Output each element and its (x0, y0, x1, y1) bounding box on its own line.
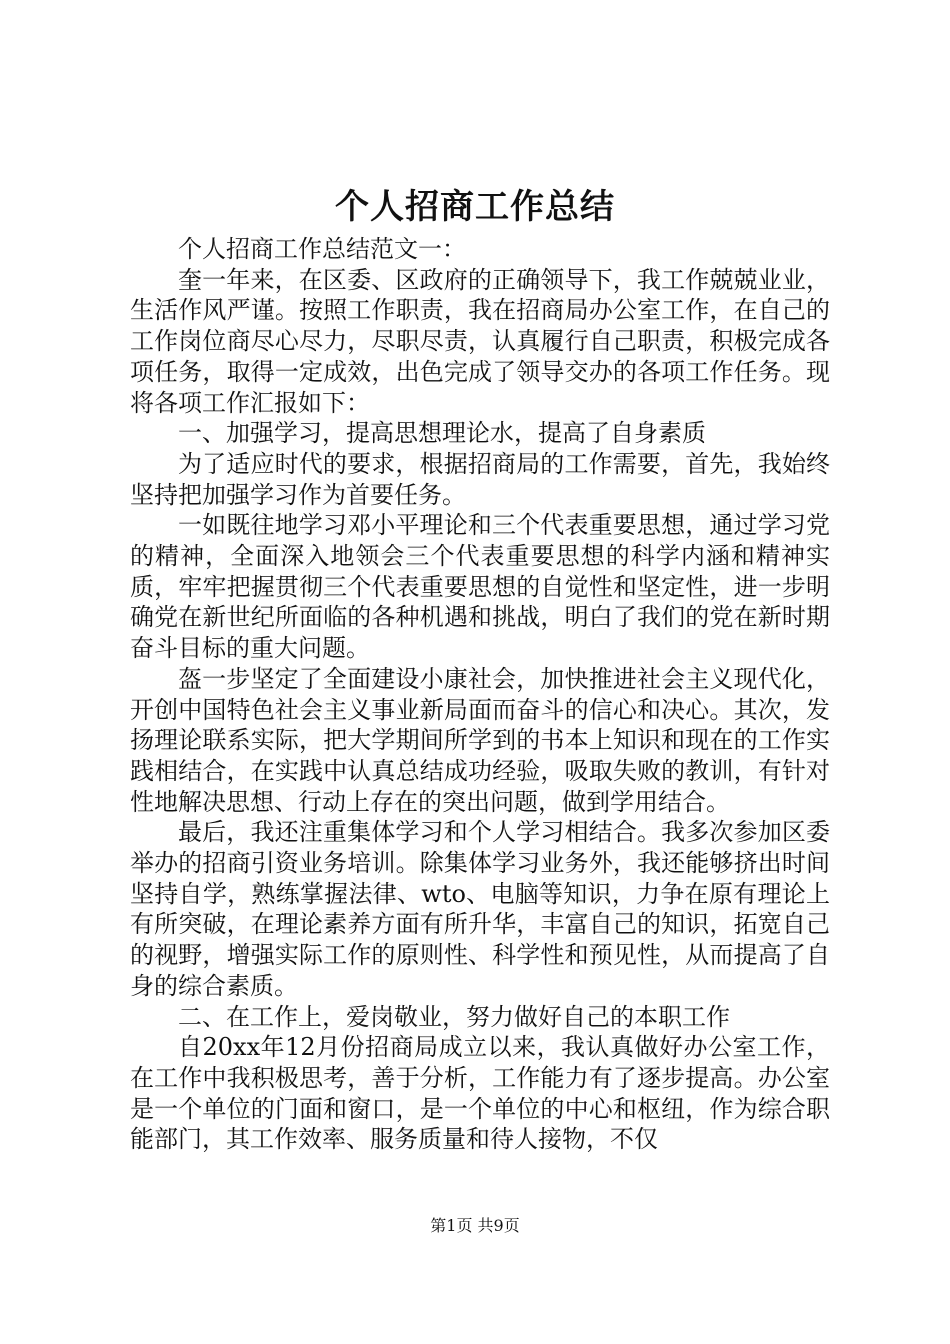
page-footer: 第1页 共9页 (430, 1216, 520, 1235)
paragraph-5: 盔一步坚定了全面建设小康社会，加快推进社会主义现代化，开创中国特色社会主义事业新局面而奋斗的信心和决心。其次，发扬理论联系实际，把大学期间所学到的书本上知识和现在的工作实践相结合，在实践中认真总结成功经验，吸取失败的教训，有针对性地解决思想、行动上存在的突出问题，做到学用结合。 (130, 664, 830, 816)
section-heading-2: 二、在工作上，爱岗敬业，努力做好自己的本职工作 (178, 1002, 730, 1031)
paragraph-4: 一如既往地学习邓小平理论和三个代表重要思想，通过学习党的精神，全面深入地领会三个代表重要思想的科学内涵和精神实质，牢牢把握贯彻三个代表重要思想的自觉性和坚定性，进一步明确党在新世纪所面临的各种机遇和挑战，明白了我们的党在新时期奋斗目标的重大问题。 (130, 511, 830, 663)
section-heading-1: 一、加强学习，提高思想理论水，提高了自身素质 (178, 419, 706, 448)
paragraph-2: 奎一年来，在区委、区政府的正确领导下，我工作兢兢业业，生活作风严谨。按照工作职责，我在招商局办公室工作，在自己的工作岗位商尽心尽力，尽职尽责，认真履行自己职责，积极完成各项任务，取得一定成效，出色完成了领导交办的各项工作任务。现将各项工作汇报如下： (130, 265, 830, 417)
paragraph-1: 个人招商工作总结范文一： (178, 235, 466, 263)
document-title: 个人招商工作总结 (335, 187, 615, 227)
paragraph-3: 为了适应时代的要求，根据招商局的工作需要，首先，我始终坚持把加强学习作为首要任务。 (130, 449, 830, 509)
document-body (130, 234, 830, 1155)
paragraph-6: 最后，我还注重集体学习和个人学习相结合。我多次参加区委举办的招商引资业务培训。除集体学习业务外，我还能够挤出时间坚持自学，熟练掌握法律、wto、电脑等知识，力争在原有理论上有所突破，在理论素养方面有所升华，丰富自己的知识，拓宽自己的视野，增强实际工作的原则性、科学性和预见性，从而提高了自身的综合素质。 (130, 818, 830, 1000)
paragraph-7: 自20xx年12月份招商局成立以来，我认真做好办公室工作，在工作中我积极思考，善于分析，工作能力有了逐步提高。办公室是一个单位的门面和窗口，是一个单位的中心和枢纽，作为综合职能部门，其工作效率、服务质量和待人接物，不仅 (130, 1033, 830, 1154)
